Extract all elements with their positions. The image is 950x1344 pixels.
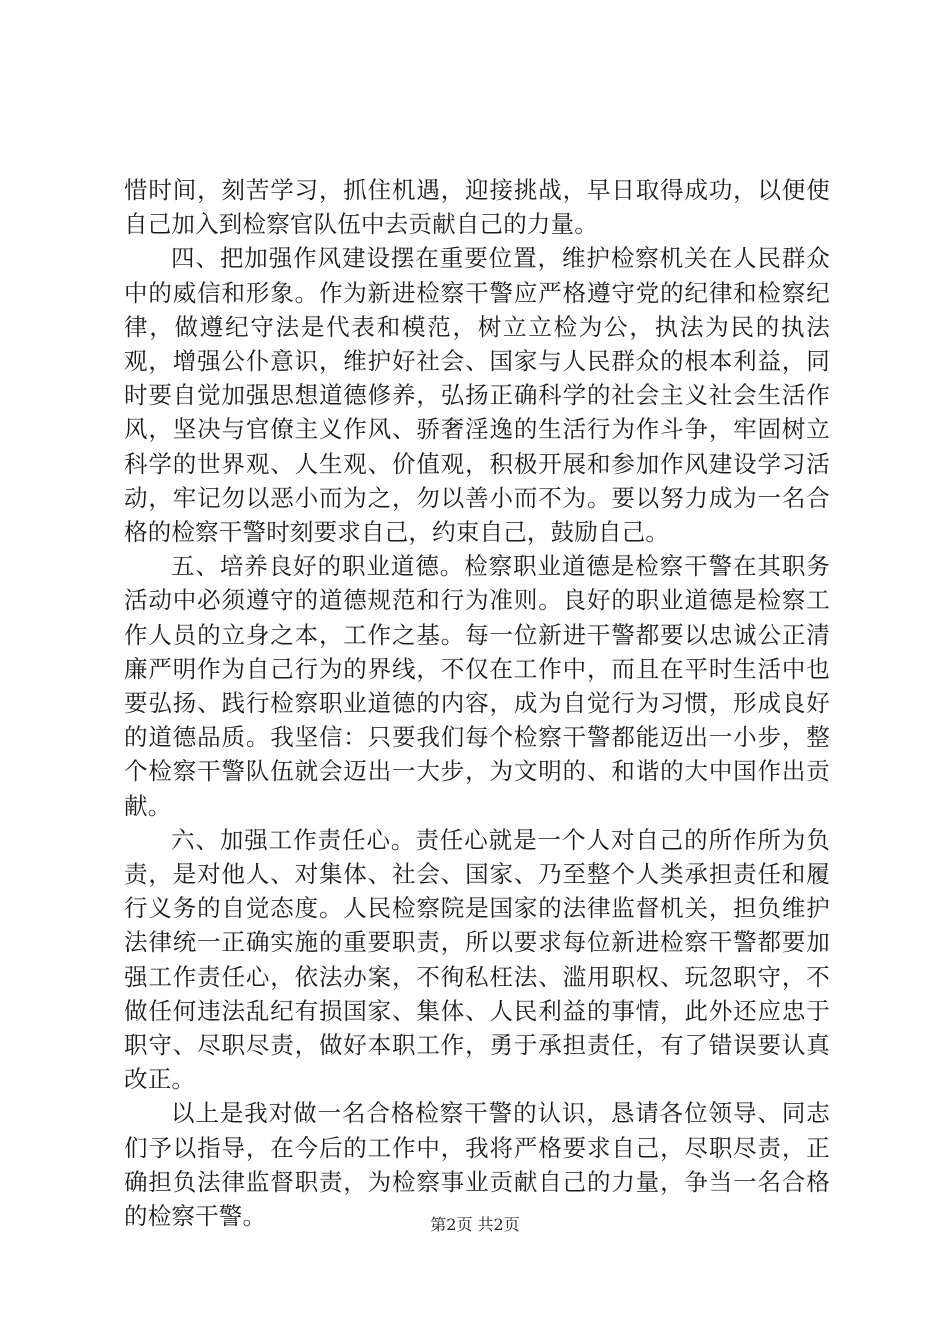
- paragraph-section-four: 四、把加强作风建设摆在重要位置，维护检察机关在人民群众中的威信和形象。作为新进检察干警应严格遵守党的纪律和检察纪律，做遵纪守法是代表和模范，树立立检为公，执法为民的执法观，增强公仆意识，维护好社会、国家与人民群众的根本利益，同时要自觉加强思想道德修养，弘扬正确科学的社会主义社会生活作风，坚决与官僚主义作风、骄奢淫逸的生活行为作斗争，牢固树立科学的世界观、人生观、价值观，积极开展和参加作风建设学习活动，牢记勿以恶小而为之，勿以善小而不为。要以努力成为一名合格的检察干警时刻要求自己，约束自己，鼓励自己。: [124, 244, 830, 547]
- document-body: [124, 173, 830, 1233]
- paragraph-continuation: 惜时间，刻苦学习，抓住机遇，迎接挑战，早日取得成功，以便使自己加入到检察官队伍中去贡献自己的力量。: [124, 176, 830, 239]
- paragraph-section-five: 五、培养良好的职业道德。检察职业道德是检察干警在其职务活动中必须遵守的道德规范和行为准则。良好的职业道德是检察工作人员的立身之本，工作之基。每一位新进干警都要以忠诚公正清廉严明作为自己行为的界线，不仅在工作中，而且在平时生活中也要弘扬、践行检察职业道德的内容，成为自觉行为习惯，形成良好的道德品质。我坚信：只要我们每个检察干警都能迈出一小步，整个检察干警队伍就会迈出一大步，为文明的、和谐的大中国作出贡献。: [124, 552, 830, 820]
- page-footer: 第2页 共2页: [430, 1215, 520, 1234]
- paragraph-section-six: 六、加强工作责任心。责任心就是一个人对自己的所作所为负责，是对他人、对集体、社会、国家、乃至整个人类承担责任和履行义务的自觉态度。人民检察院是国家的法律监督机关，担负维护法律统一正确实施的重要职责，所以要求每位新进检察干警都要加强工作责任心，依法办案，不徇私枉法、滥用职权、玩忽职守，不做任何违法乱纪有损国家、集体、人民利益的事情，此外还应忠于职守、尽职尽责，做好本职工作，勇于承担责任，有了错误要认真改正。: [124, 825, 830, 1094]
- paragraph-conclusion: 以上是我对做一名合格检察干警的认识，恳请各位领导、同志们予以指导，在今后的工作中，我将严格要求自己，尽职尽责，正确担负法律监督职责，为检察事业贡献自己的力量，争当一名合格的检察干警。: [124, 1099, 830, 1231]
